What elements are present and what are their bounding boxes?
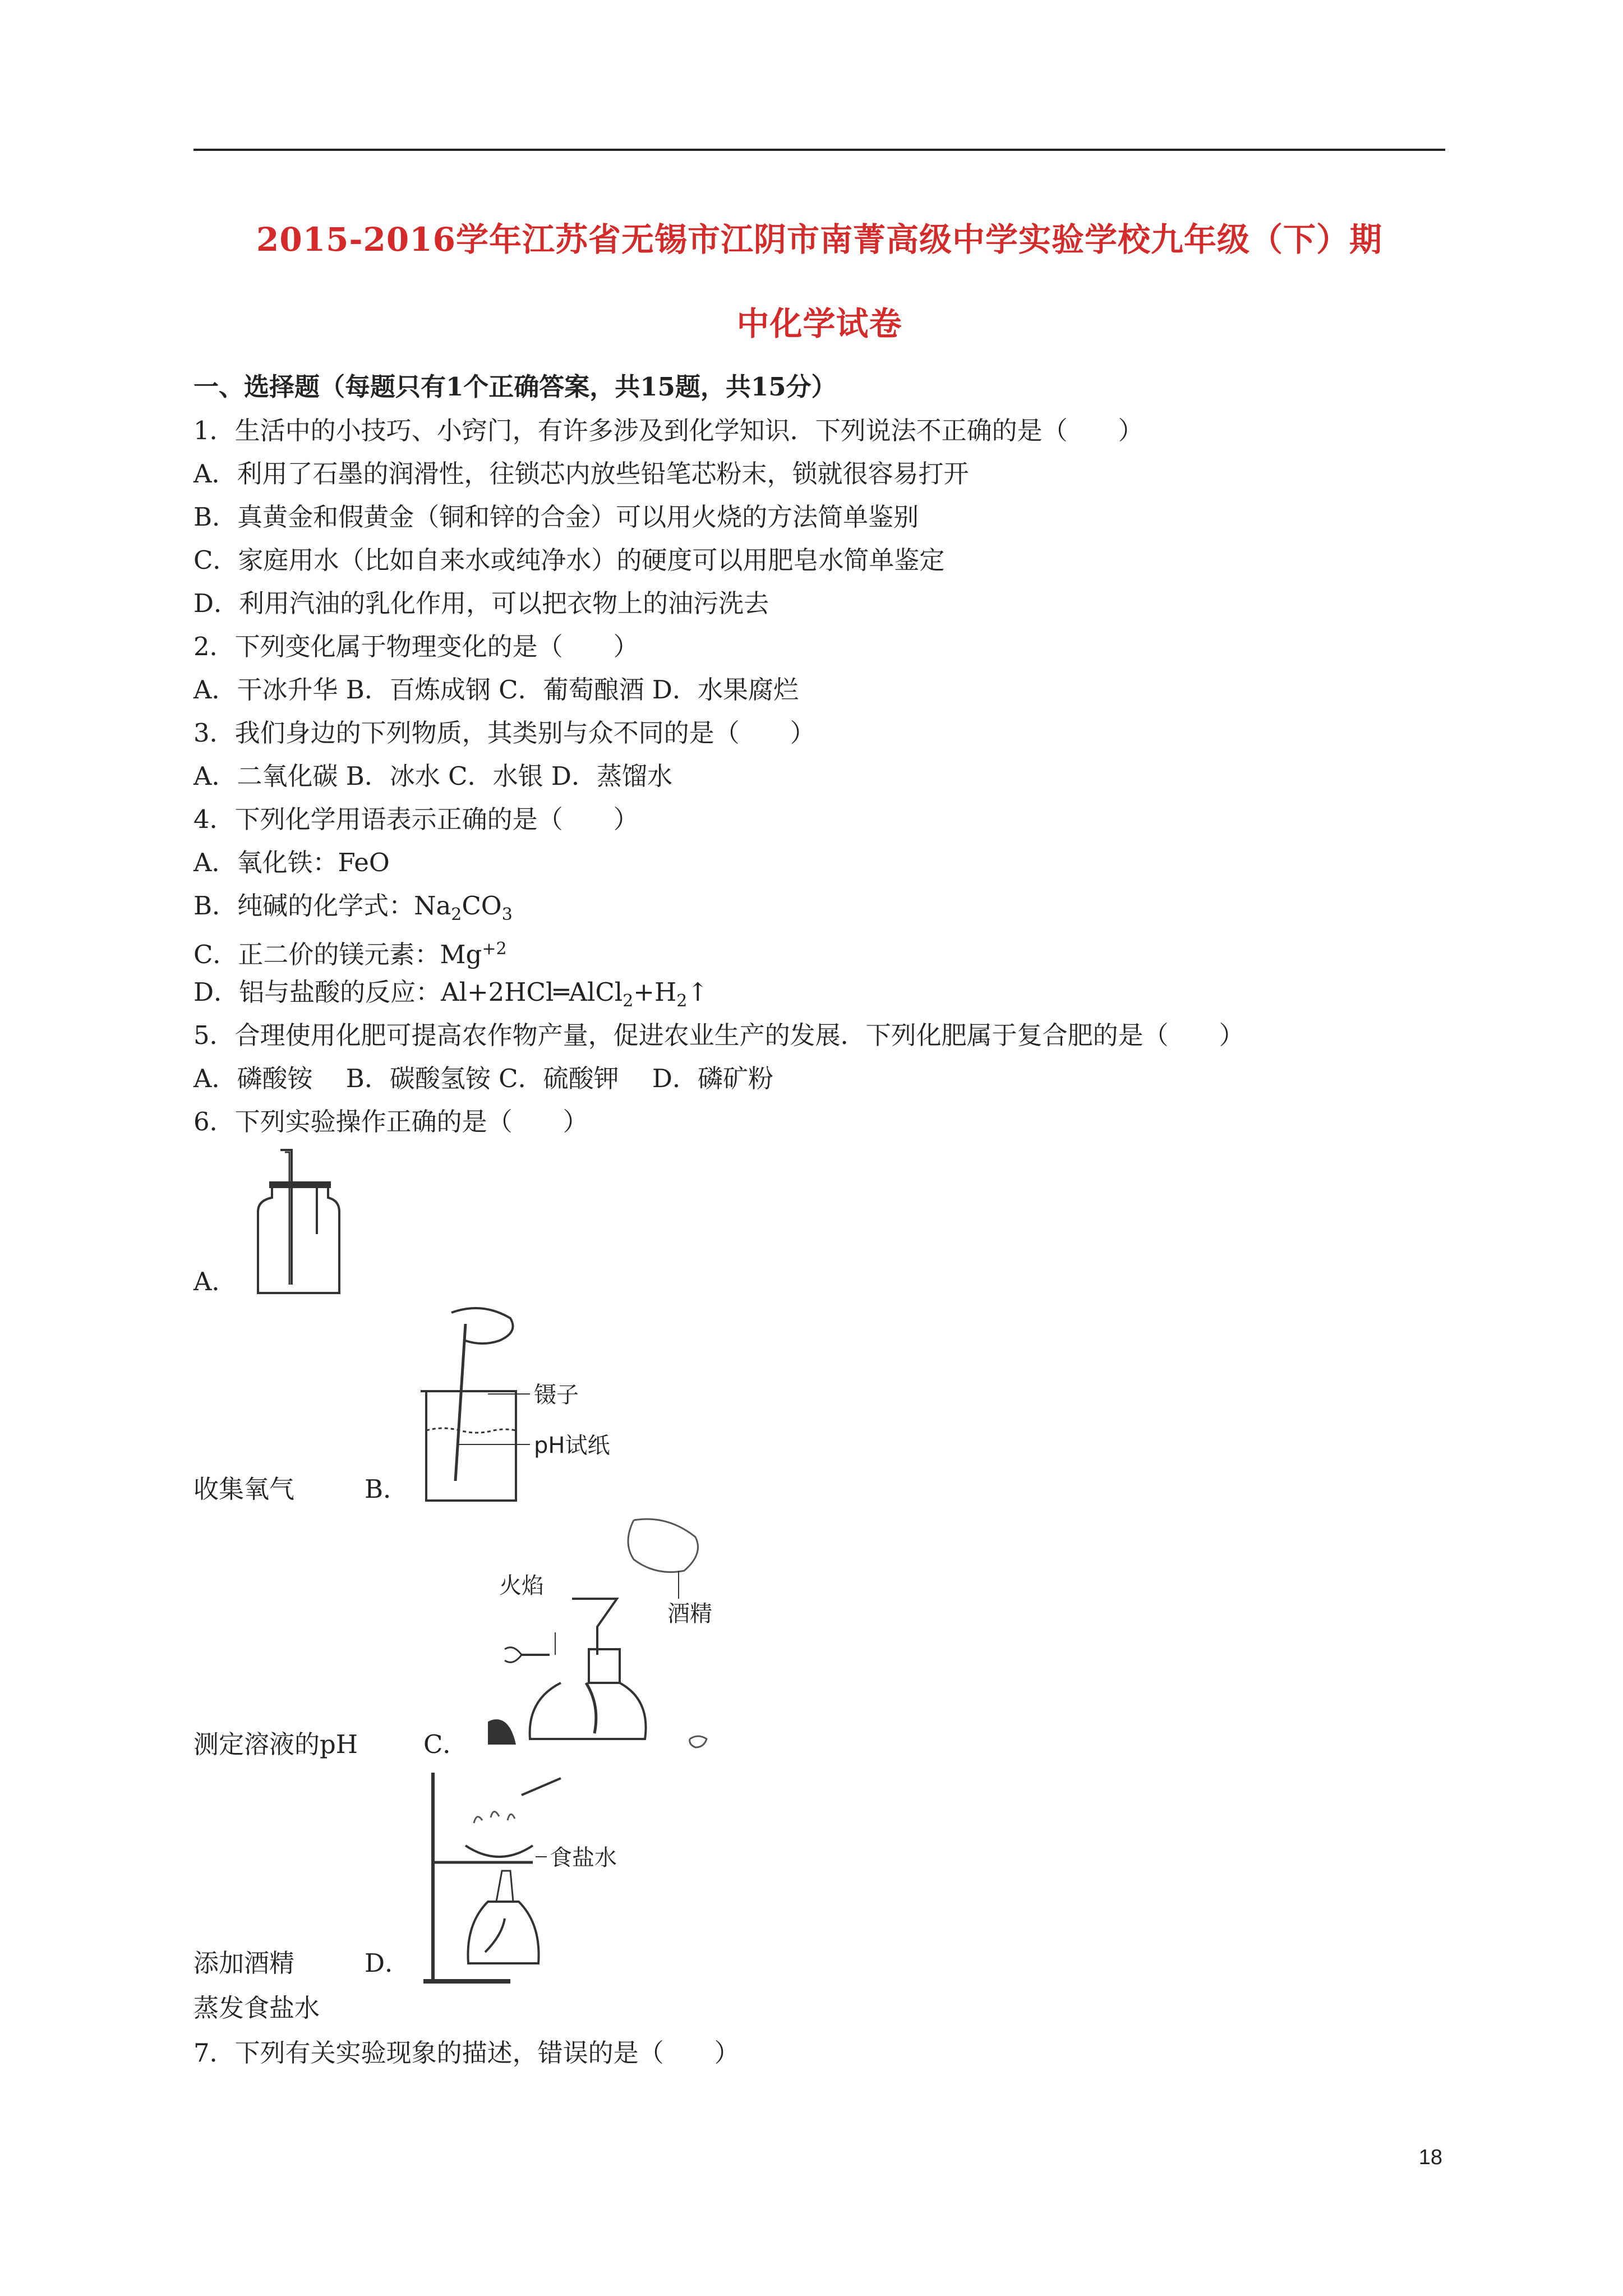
figure-d-label-salt-water: 食盐水	[550, 1845, 617, 1871]
figure-b-label-ph-paper: pH试纸	[534, 1433, 610, 1458]
figure-d-evaporation-stand	[421, 1773, 662, 1991]
question-6-caption-c: 添加酒精	[193, 1948, 295, 1978]
question-6-label-a: A．	[193, 1267, 237, 1296]
question-4-option-d: D．铝与盐酸的反应：$Al+2HCl═AlCl_2+H_2↑$	[193, 977, 709, 1011]
page-title-line1: 2015-2016学年江苏省无锡市江阴市南菁高级中学实验学校九年级（下）期	[256, 220, 1382, 259]
question-6-caption-d: 蒸发食盐水	[193, 1993, 320, 2023]
question-6-stem: 6．下列实验操作正确的是（ ）	[193, 1107, 588, 1137]
question-4-option-a: A．氧化铁：FeO	[193, 848, 390, 877]
question-1-option-d: D．利用汽油的乳化作用，可以把衣物上的油污洗去	[193, 588, 769, 618]
question-7-stem: 7．下列有关实验现象的描述，错误的是（ ）	[193, 2038, 740, 2068]
question-2-options: A．干冰升华 B．百炼成钢 C．葡萄酿酒 D．水果腐烂	[193, 675, 799, 705]
question-1-option-c: C．家庭用水（比如自来水或纯净水）的硬度可以用肥皂水简单鉴定	[193, 545, 945, 575]
figure-c-alcohol-lamp	[488, 1515, 735, 1761]
question-5-stem: 5．合理使用化肥可提高农作物产量，促进农业生产的发展．下列化肥属于复合肥的是（ ）	[193, 1020, 1244, 1050]
question-5-options: A．磷酸铵 B．碳酸氢铵 C．硫酸钾 D．磷矿粉	[193, 1064, 773, 1093]
question-1-option-b: B．真黄金和假黄金（铜和锌的合金）可以用火烧的方法简单鉴别	[193, 502, 919, 532]
question-1-stem: 1．生活中的小技巧、小窍门，有许多涉及到化学知识．下列说法不正确的是（ ）	[193, 416, 1144, 445]
figure-b-beaker-ph	[404, 1301, 639, 1503]
figure-c-label-alcohol: 酒精	[667, 1601, 712, 1627]
question-3-stem: 3．我们身边的下列物质，其类别与众不同的是（ ）	[193, 718, 815, 748]
question-6-caption-a: 收集氧气	[193, 1474, 295, 1504]
question-6-label-c: C．	[423, 1729, 468, 1759]
question-1-option-a: A．利用了石墨的润滑性，往锁芯内放些铅笔芯粉末，锁就很容易打开	[193, 459, 969, 489]
page-number: 18	[1418, 2146, 1442, 2169]
figure-a-gas-bottle	[247, 1144, 348, 1301]
question-4-option-c: C．正二价的镁元素：$Mg^{+2}$	[193, 939, 507, 969]
figure-b-label-tweezers: 镊子	[534, 1382, 579, 1408]
figure-c-label-flame: 火焰	[499, 1573, 544, 1599]
question-4-stem: 4．下列化学用语表示正确的是（ ）	[193, 804, 639, 834]
question-6-label-d: D．	[365, 1948, 411, 1978]
question-6-caption-b: 测定溶液的pH	[193, 1729, 358, 1759]
question-3-options: A．二氧化碳 B．冰水 C．水银 D．蒸馏水	[193, 761, 672, 791]
section-heading: 一、选择题（每题只有1个正确答案，共15题，共15分）	[193, 372, 837, 402]
page-title-line2: 中化学试卷	[736, 305, 902, 343]
question-4-option-b: B．纯碱的化学式：$Na_2CO_3$	[193, 891, 513, 924]
header-rule	[193, 149, 1445, 151]
question-2-stem: 2．下列变化属于物理变化的是（ ）	[193, 632, 639, 661]
question-6-label-b: B．	[365, 1474, 409, 1504]
